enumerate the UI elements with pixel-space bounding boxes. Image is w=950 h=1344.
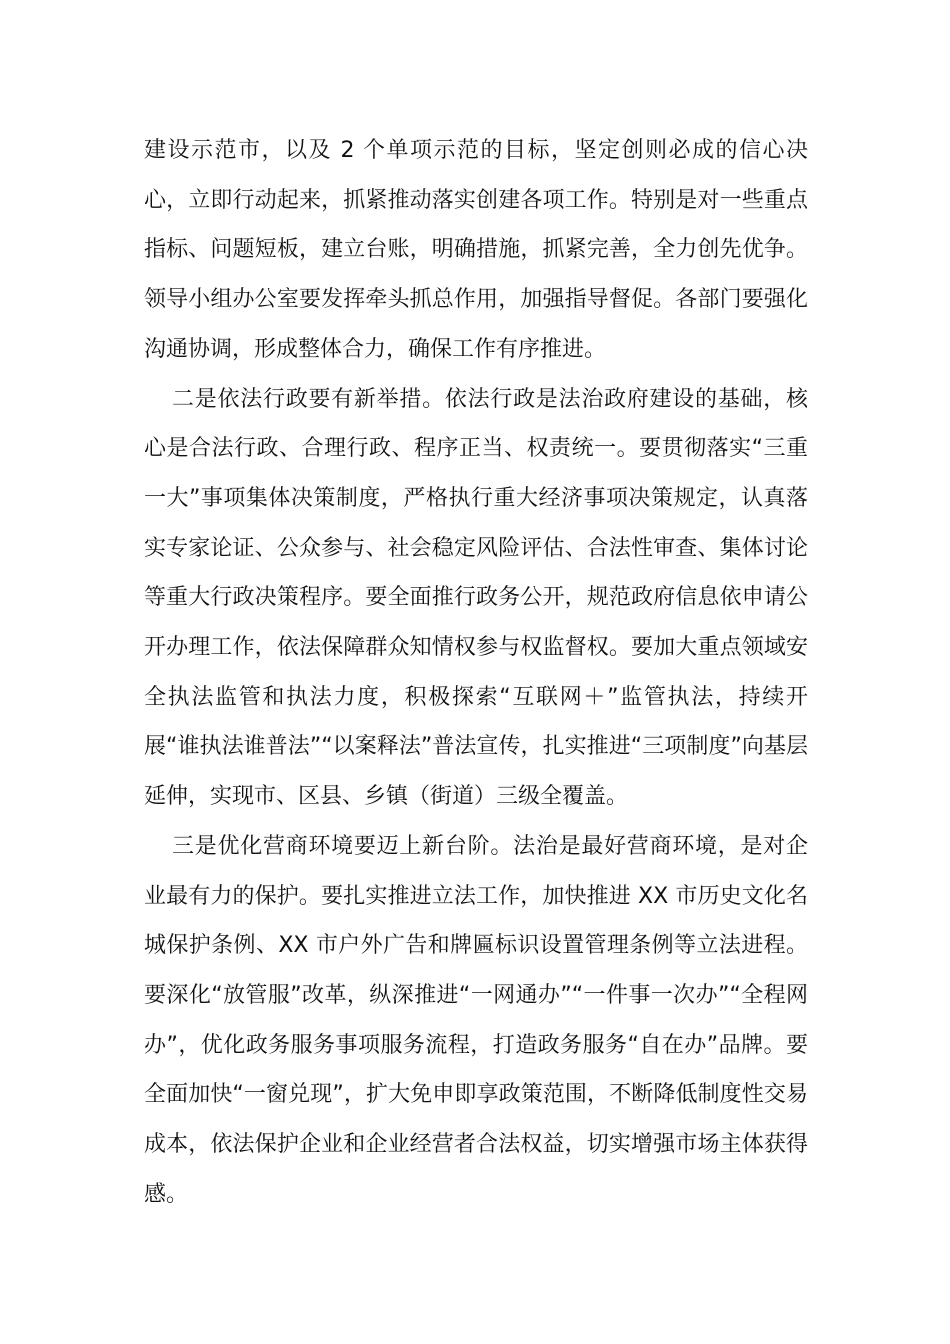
paragraph-rule-of-law-administration: 二是依法行政要有新举措。依法行政是法治政府建设的基础，核心是合法行政、合理行政、程序正当、权责统一。要贯彻落实“三重一大”事项集体决策制度，严格执行重大经济事项决策规定，认真落实专家论证、公众参与、社会稳定风险评估、合法性审查、集体讨论等重大行政决策程序。要全面推行政务公开，规范政府信息依申请公开办理工作，依法保障群众知情权参与权监督权。要加大重点领域安全执法监管和执法力度，积极探索“互联网＋”监管执法，持续开展“谁执法谁普法”“以案释法”普法宣传，扎实推进“三项制度”向基层延伸，实现市、区县、乡镇（街道）三级全覆盖。	[144, 386, 808, 810]
paragraph-business-environment: 三是优化营商环境要迈上新台阶。法治是最好营商环境，是对企业最有力的保护。要扎实推进立法工作，加快推进 XX 市历史文化名城保护条例、XX 市户外广告和牌匾标识设置管理条例等立法进程。要深化“放管服”改革，纵深推进“一网通办”“一件事一次办”“全程网办”，优化政务服务事项服务流程，打造政务服务“自在办”品牌。要全面加快“一窗兑现”，扩大免申即享政策范围，不断降低制度性交易成本，依法保护企业和企业经营者合法权益，切实增强市场主体获得感。	[144, 833, 808, 1207]
paragraph-continuation: 建设示范市，以及 2 个单项示范的目标，坚定创则必成的信心决心，立即行动起来，抓紧推动落实创建各项工作。特别是对一些重点指标、问题短板，建立台账，明确措施，抓紧完善，全力创先优争。领导小组办公室要发挥牵头抓总作用，加强指导督促。各部门要强化沟通协调，形成整体合力，确保工作有序推进。	[144, 138, 808, 362]
document-body	[144, 126, 808, 1219]
